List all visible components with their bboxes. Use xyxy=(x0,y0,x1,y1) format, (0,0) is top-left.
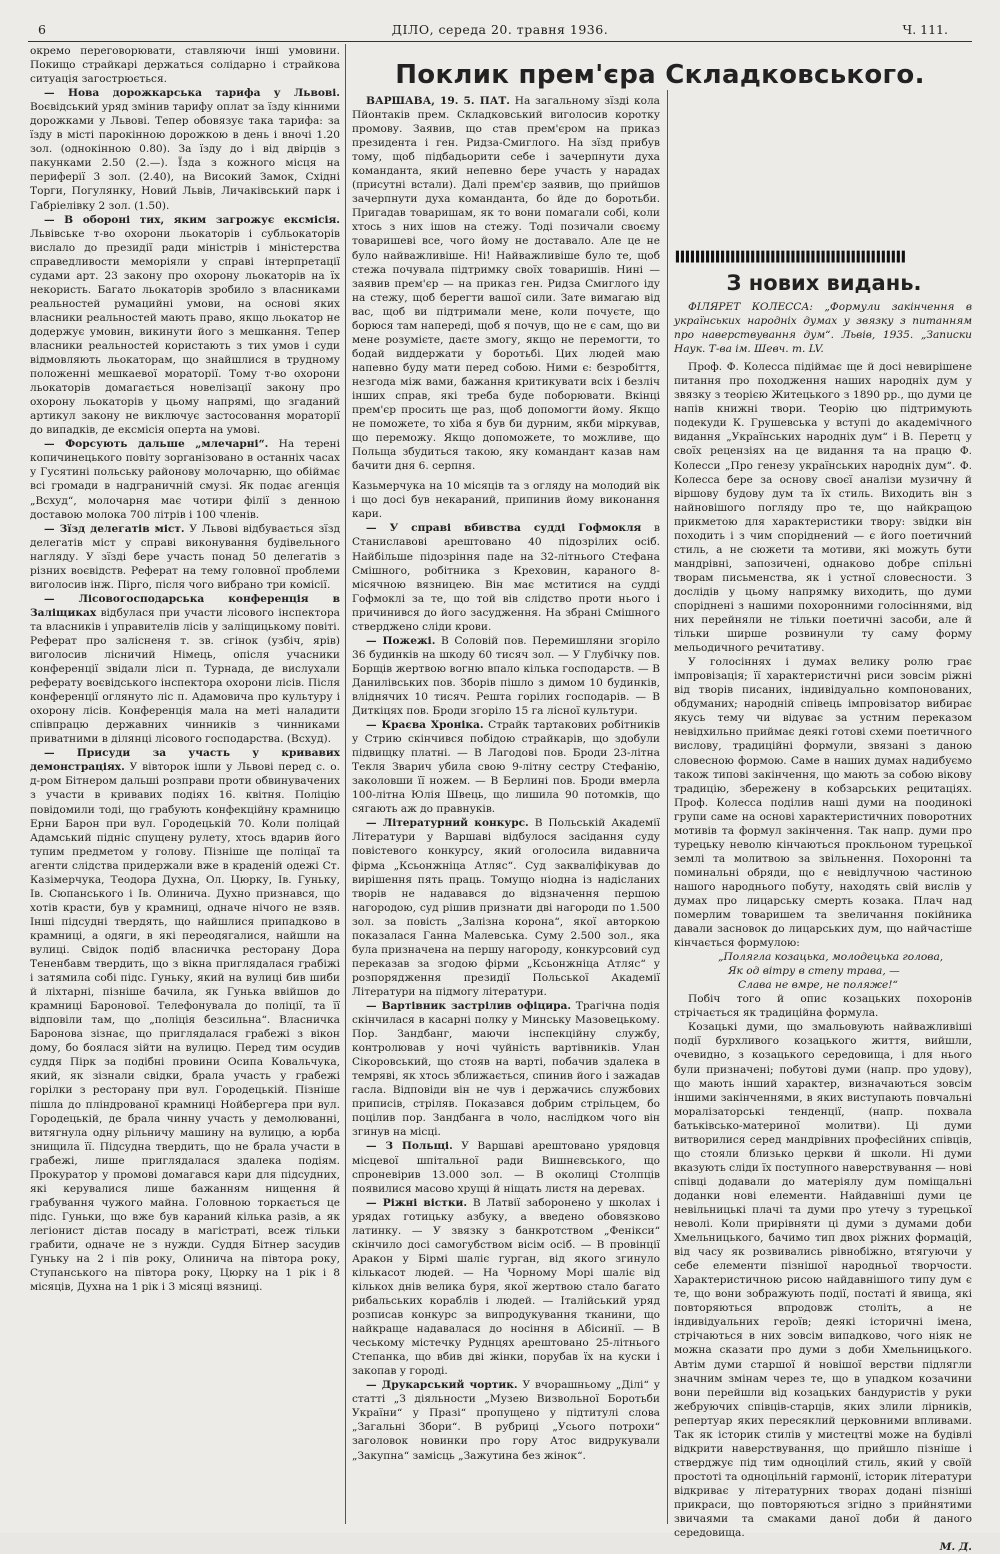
poem-line: Слава не вмре, не поляже!“ xyxy=(738,979,898,992)
news-text: В Польській Академії Літератури у Варшаві відбулося засідання суду повістевого конкурсу, який оголосила видавнича фірма „Ксьонжніца Атляс“. Суд закваліфікував до вирішення пять праць. Томущо ніодна із надісланих творів не надавався до відзначення першою нагородою, суд рішив признати дві нагороди по 1.500 зол. за повість „Залізна корона“, якої авторкою показалася Ганна Малевська. Суму 2.500 зол., яка була призначена на першу нагороду, конкурсовий суд переказав за згодою фірми „Ксьонжніца Атляс“ у розпорядження президії Польської Академії Літератури на підмогу літератури. xyxy=(352,817,660,998)
news-text: Трагічна подія скінчилася в касарні полку у Минську Мазовецькому. Пор. Зандбанг, маючи інспекційну службу, контролював у ночі чуйність вартівників. Улан Сікоровський, що стояв на варті, побачив здалека в темряві, як хтось зближається, спинив його і зажадав гасла. Відповіди він не чув і держачись службових приписів, стріляв. Показався добрим стрільцем, бо поцілив пор. Зандбанга в чоло, наслідком чого він згинув на місці. xyxy=(352,1000,660,1139)
news-text: На терені копичинецького повіту зорганізовано в останніх часах у Гусятині польську районову молочарню, що обіймає всі громади в надграничній смузі. Як подає агенція „Всхуд“, молочарня має чотири філії з денною доставою молока 700 літрів і 100 членів. xyxy=(30,438,340,521)
news-text: Страйк тартакових робітників у Стрию скінчився побідою страйкарів, що здобули підвищку платні. — В Лагодові пов. Броди 23-літна Текля Зварич убила свою 9-літну сестру Стефанію, заколовши її ножем. — В Берлині пов. Броди вмерла 100-літна Юлія Швець, що лишила 90 потомків, що сягають аж до правнуків. xyxy=(352,719,660,816)
column-divider-right xyxy=(667,90,668,1524)
poem-line: Як од вітру в степу трава, — xyxy=(728,965,900,978)
dateline: ВАРШАВА, 19. 5. ПАТ. xyxy=(366,95,510,107)
news-text: У вчорашньому „Ділі“ у статті „З діяльности „Музею Визвольної Боротьби України“ у Празі“ пропущено у підтитулі слова „Загальні Збори“. В рубриці „Усього потрохи“ заголовок новинки про гору Атос видрукували „Закупна“ замісць „Зажутина без жінок“. xyxy=(352,1379,660,1462)
news-headline: — Літературний конкурс. xyxy=(366,817,529,830)
news-text: Казьмерчука на 10 місяців та з огляду на молодий вік і що досі був некараний, припинив йому виконання кари. xyxy=(352,480,660,521)
section-title: З нових видань. xyxy=(726,271,922,295)
news-text: окремо переговорювати, ставляючи інші умовини. Покищо страйкарі держаться солідарно і страйкова ситуація загострюється. xyxy=(30,45,340,86)
news-text: У Львові відбувається зїзд делегатів міст у справі виконування будівельного нагляду. У зїзді бере участь понад 50 делегатів з різних воєвідств. Реферат на тему головної проблеми виголосив інж. Пірго, після чого вибрано три комісії. xyxy=(30,522,340,591)
news-headline: — Форсують дальше „млечарні“. xyxy=(44,438,269,451)
news-item xyxy=(352,816,660,999)
news-item xyxy=(352,999,660,1139)
news-item xyxy=(352,1139,660,1195)
lead-article xyxy=(352,94,660,473)
masthead: ДІЛО, середа 20. травня 1936. xyxy=(391,22,609,37)
news-item xyxy=(30,522,340,592)
news-item xyxy=(352,521,660,633)
review-text: Проф. Ф. Колесса підіймає ще й досі невирішене питання про походження наших народніх дум у звязку з теорією Житецького з 1890 рр., що думи це напів книжні твори. Теорію цю підтримують подекуди К. Грушевська у вступі до академічного видання „Українських народніх дум“ і В. Перетц у своїх рецензіях на це видання та на працю Ф. Колесси „Про генезу українських народніх дум“. Ф. Колесса бере за основу своєї аналізи музичну й віршову будову дум та їх стиль. Виходить він з найновішого погляду про те, що найкращою прикметою для характеристики твору: звідки він походить і з чим споріднений — є його поетичний стиль, а не сюжети та мотиви, які можуть бути мандрівні, запозичені, однаково добре спільні творам письменства, як і устної словесности. З дослідів у цьому напрямку виходить, що думи споріднені з нашими похоронними голосіннями, від них перейняли не тільки поетичні засоби, але й тільки ширше розвинули ту саму форму мельодичного речитативу. xyxy=(674,361,972,655)
right-column xyxy=(674,300,972,1554)
news-item xyxy=(352,634,660,718)
ornament-rule: ▌▌▌▌▌▌▌▌▌▌▌▌▌▌▌▌▌▌▌▌▌▌▌▌▌▌▌▌▌▌▌▌▌▌▌▌▌▌▌▌▌▌▌▌▌▌ xyxy=(676,252,907,263)
news-headline: — Присуди за участь у кривавих демонстраціях. xyxy=(30,747,340,774)
news-text: Воєвідський уряд змінив тарифу оплат за їзду кінними дорожками у Львові. Тепер обовязує така тарифа: за їзду в місті парокінною дорожкою в день і вночі 1.20 зол. (однокінною 0.80). За їзду до і від двірців з пакунками 2.50 (2.—). Їзда з кожного місця на периферії 3 зол. (2.40), на Високий Замок, Східні Торги, Погулянку, Новий Львів, Личаківський парк і Габріелівку 2 зол. (1.50). xyxy=(30,101,340,212)
news-item xyxy=(352,1196,660,1379)
news-headline: — Зїзд делегатів міст. xyxy=(44,522,185,535)
news-item xyxy=(30,213,340,438)
page-number: 6 xyxy=(38,22,46,37)
news-headline: — Вартівник застрілив офіцира. xyxy=(366,1000,572,1012)
news-text: В Соловій пов. Перемишляни згоріло 36 будинків на шкоду 60 тисяч зол. — У Глубічку пов. Борщів жертвою вогню впало кілька господарств. — В Данилівських пов. Зборів пішло з димом 10 будинків, вліднячих 10 тисяч. Решта горілих господарів. — В Диткіцях пов. Броди згоріло 15 га лісної культури. xyxy=(352,634,660,718)
middle-column xyxy=(352,94,660,1528)
main-headline: Поклик прем'єра Складковського. xyxy=(395,60,925,90)
news-text: В Латвії заборонено у школах і урядах готицьку азбуку, а введено обовязково латинку. — У звязку з банкротством „Фенікси“ скінчило досі самогубством вісім осіб. — В провінції Аракон у Бірмі шаліє гурган, від якого згинуло кількасот людей. — На Чорному Морі шаліє від кількох днів велика буря, якої жертвою стало багато рибальських кораблів і людей. — Італійський уряд розписав конкурс за випродукування тканини, що найкраще надавалася до носіння в Абісинії. — В чеському містечку Руднцях арештовано 25-літнього Степанка, що вбив дві жінки, порубав їх на куски і закопав у городі. xyxy=(352,1196,660,1378)
news-text: Львівське т-во охорони льокаторів і субльокаторів вислало до президії ради міністрів і міністерства справедливости меморіяли у справі інтерпретації судами арт. 23 закону про охорону льокаторів на їх некористь. Багато льокаторів зробило з власниками реальностей румацийні умови, на основі яких власники реальностей мають право, якщо льокатор не додержує умовин, викинути його з мешкання. Тепер власники реальностей користають з тих умов і суди відмовляють льокаторам, що знайшлися в трудному положенні мешкаевої мораторії. Тому т-во охорони льокаторів домагається новелізації закону про охорону льокаторів у цьому напрямі, що згаданий артикул закону не виключує застосовання мораторії до випадків, де ексмісія оперта на умові. xyxy=(30,227,340,437)
news-item xyxy=(30,86,340,212)
book-citation: ФІЛЯРЕТ КОЛЕССА: „Формули закінчення в українських народніх думах у звязку з питанням про наверствування дум“. Львів, 1935. „Записки Наук. Т-ва ім. Шевч. т. LV. xyxy=(674,301,972,356)
news-item xyxy=(30,437,340,521)
news-headline: — Пожежі. xyxy=(366,634,436,647)
news-item xyxy=(30,592,340,747)
news-text: в Станиславові арештовано 40 підозрілих осіб. Найбільше підозріння паде на 32-літнього Стефана Смішного, робітника з Креховин, караного 8-місячною вязницею. Він має мститися на судді Гофмоклі за те, що той вів слідство проти нього і причинився до його засудження. На збрані Смішного стверджено сліди крови. xyxy=(352,522,661,633)
page-header xyxy=(28,22,972,38)
news-headline: — Друкарський чортик. xyxy=(366,1379,518,1392)
news-headline: — З Польщі. xyxy=(366,1140,453,1153)
news-text: У Варшаві арештовано урядовця місцевої шпітальної ради Вишнєвського, що спроневірив 13.000 зол. — В околиці Столпців появилися масово хрущі й ніщать листя на деревах. xyxy=(352,1140,661,1195)
author-signature: М. Д. xyxy=(939,1541,972,1554)
review-text: Побіч того й опис козацьких похоронів стрічається як традиційна формула. xyxy=(674,993,972,1020)
review-text: У голосіннях і думах велику ролю грає імпровізація; її характеристичні риси зовсім ріжні від творів писаних, індивідуально компонованих, обдуманих; народній співець імпровізатор вибирає якусь тему чи відуває за устним переказом невідхильно приймає деякі готові схеми поетичного вислову, традиційні формули, звязані з даною словесною формою. Саме в наших думах надибуємо також типові закінчення, що мають за собою вікову традицію, збережену в кобзарських рецитаціях. Проф. Колесса поділив наші думи на поодинокі групи саме на основі характеристичних поворотних мотивів та формул закінчення. Так напр. думи про турецьку неволю кінчаються прокльоном турецької землі та молитвою за звільнення. Похоронні та поминальні обряди, що є невідлучною частиною нашого народнього побуту, находять свій вислів у думах про лицарську смерть козака. Плач над померлим товаришем та звеличання покійника давали засновок до лицарських дум, що найчастіше кінчається формулою: xyxy=(674,656,972,950)
left-column xyxy=(30,44,340,1528)
news-item xyxy=(30,746,340,1294)
lead-text: На загальному зїзді кола Пйонтаків прем. Складковський виголосив коротку промову. Заявив, що став прем'єром на приказ президента і ген. Ридза-Смиглого. На зїзд прибув тому, щоб підбадьорити себе і зачерпнути духа команданта, який непевно бере участь у нарадах (присутні встали). Далі прем'єр заявив, що прийшов зачерпнути духа команданта, бо йде до боротьби. Пригадав товаришам, як то вони помагали собі, коли хтось з них ішов на стежу. Тоді позичали своєму товаришеві все, чого йому не доставало. Але це не було найважливіше. Ні! Найважливіше було те, щоб стежа почувала підтримку своїх товаришів. Нині — заявив прем'єр — на приказ ген. Ридза Смиглого іду на стежу, щоб берегти вашої сили. Зате вимагаю від вас, щоб ви підтримали мене, коли почуєте, що борюся там напереді, щоб я почув, що не є сам, що ви мене розумієте, даєте змогу, якщо не перемогти, то бодай виддержати у боротьбі. Цих людей маю напевно буду мати перед собою. Ними є: безробіття, незгода між вами, бажання критикувати всіх і безліч інших справ, які треба буде поборювати. Вкінці прем'єр просить ще раз, щоб допомогти йому. Якщо не поможете, то хіба я був би дурним, якби міркував, що переможу. Якщо допоможете, то можливе, що Польща збудиться такою, яку командант казав нам бачити дня 6. серпня. xyxy=(352,95,660,473)
header-rule xyxy=(28,41,972,42)
news-item xyxy=(352,1378,660,1462)
review-text: Козацькі думи, що змальовують найважливіші події бурхливого козацького життя, вийшли, очевидно, з козацького середовища, і для нього були призначені; побутові думи (напр. про удову), що мають інший характер, визначаються зовсім іншими закінченнями, в яких виступають повчальні моралізаторські тенденції, (напр. похвала батьківсько-материної молитви). Ці думи витворилися серед мандрівних професійних співців, що стояли близько церкви й школи. Ні думи вказують сліди їх поступного наверствування — нові співці додавали до матеріялу дум поміщальні доданки нові елементи. Найдавніші думи це невільницькі плачі та думи про утечу з турецької неволі. Коли прирівняти ці думи з думами доби Хмельницького, бачимо тип двох ріжних формацій, від часу як розвивались рівнобіжно, втягуючи у себе елементи пізнішої народньої творчости. Характеристичною рисою найдавнішого типу дум є те, що вони зображують події, постаті й явища, які повторяються впродовж століть, а не індивідуальних героїв; деякі історичні імена, стрічаються в них зовсім випадково, чого ніяк не можна сказати про думи з доби Хмельницького. Автім думи старшої й новішої верстви підлягли значним змінам через те, що в упадком козачини вони перейшли від козацьких бандуристів у руки жебруючих співців-старців, яких злили лірників, репертуар яких пересяклий церковними впливами. Так як історик стилів у мистецтві може на будівлі відкрити наверствування, що прийшло пізніше і стверджує під тим одноцілий стиль, який у своїй простоті та одноцільній гармонії, історик літератури відкриває у літературних творах додані пізніші прикраси, що повторяються згідно з прийнятими звичаями та смаками даної доби й даного середовища. xyxy=(674,1021,972,1540)
news-headline: — Краєва Хроніка. xyxy=(366,719,484,732)
news-headline: — Ріжні вістки. xyxy=(366,1196,468,1209)
issue-number: Ч. 111. xyxy=(902,22,948,37)
news-item xyxy=(352,718,660,816)
news-headline: — Лісовогосподарська конференція в Заліщиках xyxy=(30,592,340,619)
news-headline: — Нова дорожкарська тарифа у Львові. xyxy=(44,87,340,100)
news-headline: — В обороні тих, яким загрожує ексмісія. xyxy=(44,213,340,226)
column-divider-left xyxy=(345,44,346,1524)
news-text: У вівторок ішли у Львові перед с. о. д-ром Бітнером дальші розправи проти обвинувачених з участи в кривавих подіях 16. квітня. Поліцію повідомили тоді, що грабують конфекційну крамницю Ерни Барон при вул. Городецькій 70. Коли поліцай Адамський підніс спущену рулету, хтось вдарив його тупим предметом у голову. Пізніше ще поліцаї та агенти слідства придержали вже в краденій одежі Ст. Казімерчука, Теодора Духна, Ол. Цюрку, Ів. Гуньку, Ів. Сюпанського і Ів. Олинича. Духно признався, що хотів красти, був у крамниці, одначе нічого не взяв. Інші підсудні твердять, що найшлися припадково в крамниці, а одяги, в які переодягалися, найшли на вулиці. Свідок подіб власничка ресторану Дора Тененбавм твердить, що з вікна приглядалася грабіжі і затямила собі підс. Гуньку, який на вулиці бив шиби й ліхтарні, пізніше бачила, як Гунька ввійшов до крамниці Баронової. Телефонувала до поліції, та її відповіли там, що „поліція безсильна“. Власничка Баронова зізнає, що приглядалася грабежі з вікон дому, бо боялася зійти на вулицю. Перед тим осудив суддя Пірк за подібні провини Осипа Ковальчука, який, як зізнали свідки, брала участь у грабежі горілки з ресторану при вул. Городецькій. Пізніше пішла до пліндрованої крамниці Нойбергера при вул. Городецькій, де брала чинну участь у демолюванні, витягнула одну рільничу машину на вулицю, а юрба знищила її. Підсудна твердить, що не брала участи в грабежі, лише приглядалася здалека подіям. Прокуратор у промові домагався кари для підсудних, які керувалися лише бажанням нищення й грабування чужого майна. Головною торкається це підс. Гуньки, що вже був караний кілька разів, а як легіонист дістав посаду в магістраті, всеж тільки грабити, одначе не з нужди. Суддя Бітнер засудив Гуньку на 2 і пів року, Олинича на півтора року, Ступанського на півтора року, Цюрку на 1 рік і 8 місяців, Духна на 1 рік і 3 місяці вязниці. xyxy=(30,761,340,1294)
news-headline: — У справі вбивства судді Гофмокля xyxy=(366,522,642,535)
news-text: відбулася при участи лісового інспектора та власників і управителів лісів у заліщицькому повіті. Реферат про залісненя т. зв. сгінок (узбіч, ярів) виголосив лісничий Німець, опісля учасники конференції звідали ліси п. Турнада, де вислухали реферату воєвідського інспектора охорони лісів. Після конференції оглянуто ліс п. Адамовича про культуру і охорону лісів. Конференція мала на меті наладити співпрацю державних чинників з чинниками приватними в ділянці лісового господарства. (Всхуд). xyxy=(30,606,340,746)
poem-line: „Полягла козацька, молодецька голова, xyxy=(718,951,944,964)
